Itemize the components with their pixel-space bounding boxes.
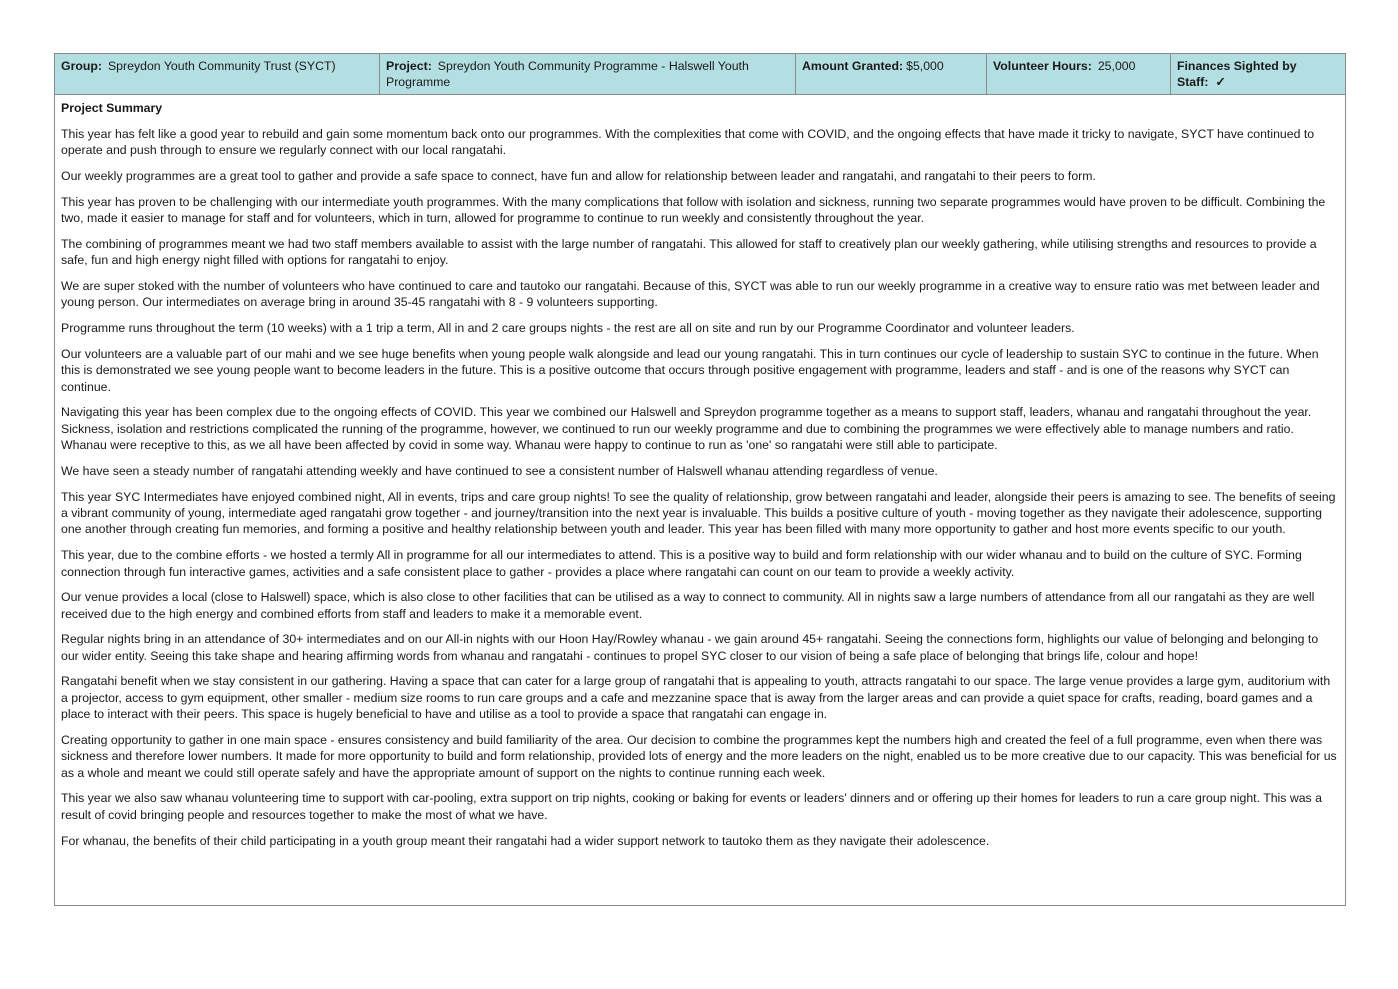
group-value: Spreydon Youth Community Trust (SYCT) [107, 59, 336, 73]
finances-cell [1171, 54, 1345, 94]
finances-label: Finances Sighted by Staff: [1177, 59, 1297, 89]
summary-paragraph: Our venue provides a local (close to Halswell) space, which is also close to other facilities that can be utilised as a way to connect to community. All in nights saw a large numbers of attendance from all our rangatahi as they are well received due to the high energy and combined efforts from staff and leaders to make it a memorable event. [61, 590, 1315, 621]
amount-label: Amount Granted: [802, 59, 904, 73]
header-row [55, 54, 1345, 95]
summary-paragraph: Navigating this year has been complex due to the ongoing effects of COVID. This year we combined our Halswell and Spreydon programme together as a means to support staff, leaders, whanau and rangatahi throughout the year. Sickness, isolation and restrictions complicated the running of the programme, however, we continued to run our weekly programme and due to combining the programmes we were effectively able to manage numbers and ratio. Whanau were receptive to this, as we all have been affected by covid in some way. Whanau were happy to continue to run as 'one' so rangatahi were still able to participate. [61, 405, 1312, 453]
summary-paragraph: This year has proven to be challenging with our intermediate youth programmes. With the many complications that follow with isolation and sickness, running two separate programmes would have proven to be difficult. Combining the two, made it easier to manage for staff and for volunteers, which in turn, allowed for programme to continue to run weekly and consistently throughout the year. [61, 194, 1326, 226]
summary-paragraph: Programme runs throughout the term (10 weeks) with a 1 trip a term, All in and 2 care groups nights - the rest are all on site and run by our Programme Coordinator and volunteer leaders. [61, 321, 1075, 336]
project-value: Spreydon Youth Community Programme - Halswell Youth Programme [386, 59, 749, 89]
hours-value: 25,000 [1097, 59, 1136, 73]
summary-paragraph: This year SYC Intermediates have enjoyed combined night, All in events, trips and care group nights! To see the quality of relationship, grow between rangatahi and leader, alongside their peers is amazing to see. The benefits of seeing a vibrant community of young, intermediate aged rangatahi grow together - and journey/transition into the next year is invaluable. This builds a positive culture of youth - moving together as they navigate their adolescence, supporting one another through creating fun memories, and forming a positive and healthy relationship between youth and leader. This year has been filled with many more opportunity to gather and host more events specific to our youth. [61, 489, 1336, 537]
amount-value: $5,000 [906, 59, 944, 73]
summary-paragraph: We have seen a steady number of rangatahi attending weekly and have continued to see a consistent number of Halswell whanau attending regardless of venue. [61, 463, 938, 478]
checkmark-icon: ✓ [1215, 75, 1226, 89]
summary-paragraph: Regular nights bring in an attendance of 30+ intermediates and on our All-in nights with our Hoon Hay/Rowley whanau - we gain around 45+ rangatahi. Seeing the connections form, highlights our value of belonging and belonging to our wider entity. Seeing this take shape and hearing affirming words from whanau and rangatahi - continues to propel SYC closer to our vision of being a safe place of belonging that brings life, colour and hope! [61, 632, 1319, 663]
project-cell [380, 54, 796, 94]
project-sheet [54, 53, 1346, 906]
hours-cell [987, 54, 1171, 94]
summary-paragraph: This year has felt like a good year to rebuild and gain some momentum back onto our programmes. With the complexities that come with COVID, and the ongoing effects that have made it tricky to navigate, SYCT have continued to operate and push through to ensure we regularly connect with our local rangatahi. [61, 127, 1315, 158]
project-label: Project: [386, 59, 432, 73]
project-summary [55, 95, 1345, 849]
summary-paragraph: Our weekly programmes are a great tool to gather and provide a safe space to connect, have fun and allow for relationship between leader and rangatahi, and rangatahi to their peers to form. [61, 169, 1096, 184]
summary-paragraph: This year, due to the combine efforts - we hosted a termly All in programme for all our intermediates to attend. This is a positive way to build and form relationship with our wider whanau and to build on the culture of SYC. Forming connection through fun interactive games, activities and a safe consistent place to gather - provides a place where rangatahi can count on our team to provide a weekly activity. [61, 548, 1302, 579]
summary-paragraph: Rangatahi benefit when we stay consistent in our gathering. Having a space that can cater for a large group of rangatahi that is appealing to youth, attracts rangatahi to our space. The large venue provides a large gym, auditorium with a projector, access to gym equipment, other smaller - medium size rooms to run care groups and a cafe and mezzanine space that is away from the larger areas and can provide a quiet space for crafts, reading, board games and a place to interact with their peers. This space is hugely beneficial to have and utilise as a tool to provide a space that rangatahi can engage in. [61, 674, 1331, 722]
group-cell [55, 54, 380, 94]
summary-paragraph: We are super stoked with the number of volunteers who have continued to care and tautoko our rangatahi. Because of this, SYCT was able to run our weekly programme in a creative way to ensure ratio was met between leader and young person. Our intermediates on average bring in around 35-45 rangatahi with 8 - 9 volunteers supporting. [61, 279, 1320, 310]
summary-paragraph: For whanau, the benefits of their child participating in a youth group meant their rangatahi had a wider support network to tautoko them as they navigate their adolescence. [61, 833, 990, 848]
group-label: Group: [61, 59, 102, 73]
summary-paragraph: Creating opportunity to gather in one main space - ensures consistency and build familiarity of the area. Our decision to combine the programmes kept the numbers high and created the feel of a full programme, even when there was sickness and therefore lower numbers. It made for more opportunity to build and form relationship, provided lots of energy and the more leaders on the night, enabled us to be more creative due to our capacity. This was beneficial for us as a whole and meant we could still operate safely and have the appropriate amount of support on the nights to continue running each week. [61, 732, 1337, 780]
summary-paragraph: This year we also saw whanau volunteering time to support with car-pooling, extra support on trip nights, cooking or baking for events or leaders' dinners and or offering up their homes for leaders to run a care group night. This was a result of covid bringing people and resources together to make the most of what we have. [61, 791, 1322, 822]
summary-paragraph: The combining of programmes meant we had two staff members available to assist with the large number of rangatahi. This allowed for staff to creatively plan our weekly gathering, while utilising strengths and resources to provide a safe, fun and high energy night filled with options for rangatahi to enjoy. [61, 236, 1317, 268]
summary-title: Project Summary [61, 101, 163, 115]
hours-label: Volunteer Hours: [993, 59, 1092, 73]
amount-cell [796, 54, 987, 94]
summary-paragraph: Our volunteers are a valuable part of our mahi and we see huge benefits when young people walk alongside and lead our young rangatahi. This in turn continues our cycle of leadership to sustain SYC to continue in the future. When this is demonstrated we see young people want to become leaders in the future. This is a positive outcome that occurs through positive engagement with programme, leaders and staff - and is one of the reasons why SYCT can continue. [61, 346, 1319, 394]
